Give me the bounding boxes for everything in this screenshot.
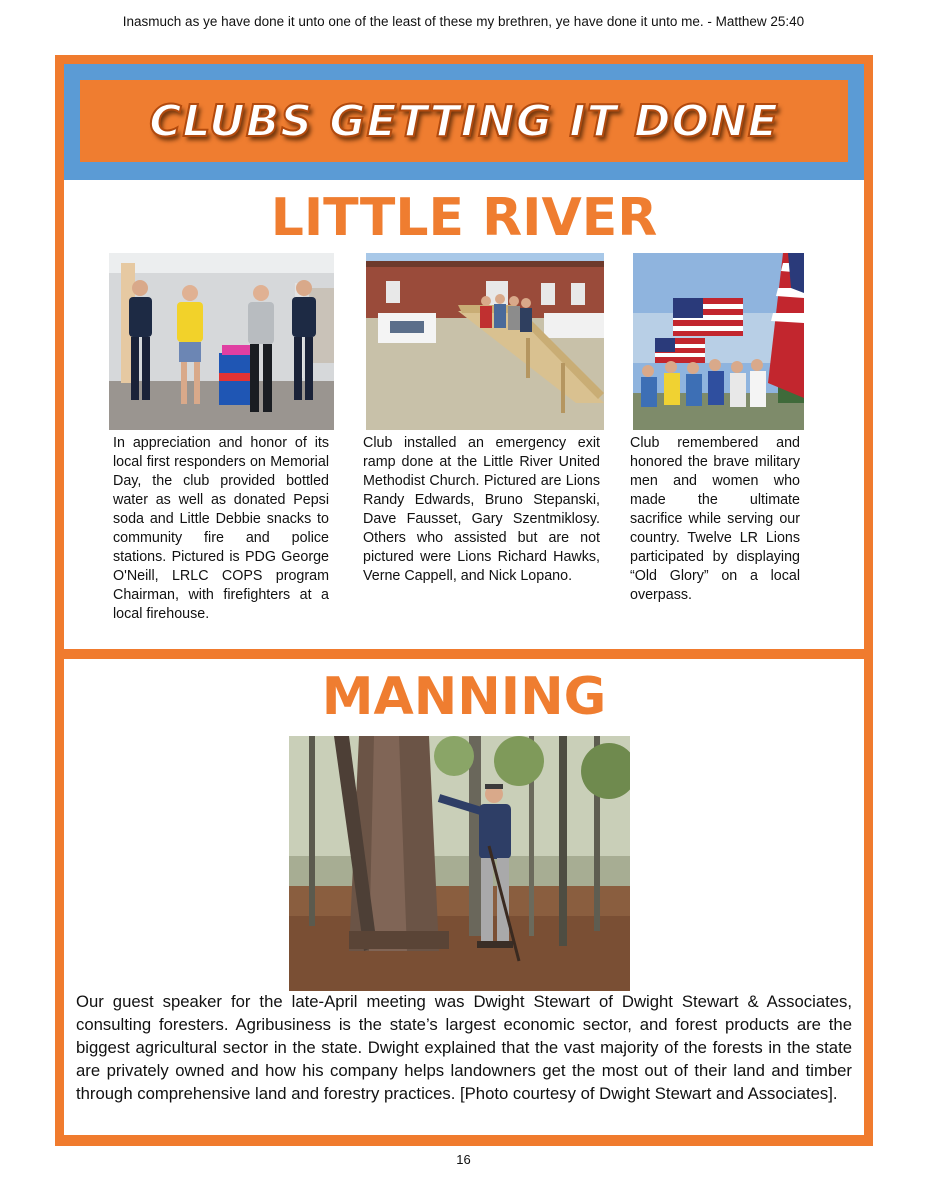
banner [64,64,864,180]
manning-body: Our guest speaker for the late-April meeting was Dwight Stewart of Dwight Stewart & Associates, consulting foresters. Agribusiness is the state’s largest economic sector, and forest products are the biggest agricultural sector in the state. Dwight explained that the vast majority of the forests in the state are privately owned and how his company helps landowners get the most out of their land and timber through comprehensive land and forestry practices. [Photo courtesy of Dwight Stewart and Associates]. [76,992,852,1103]
page-number: 16 [456,1152,471,1167]
caption-old-glory: Club remembered and honored the brave military men and women who made the ultimate sacrifice while serving our country. Twelve LR Lions participated by displaying “Old Glory” on a local overpass. [630,435,800,603]
manning-title: MANNING [321,667,607,727]
page-frame [55,55,873,1146]
banner-title: CLUBS GETTING IT DONE [149,95,779,147]
caption-first-responders: In appreciation and honor of its local first responders on Memorial Day, the club provided bottled water as well as donated Pepsi soda and Little Debbie snacks to community fire and police stations. Pictured is PDG George O'Neill, LRLC COPS program Chairman, with firefighters at a local firehouse. [113,435,329,622]
firefighters-photo [109,253,334,430]
flags-photo [633,253,804,430]
little-river-section [64,64,864,649]
header-quote: Inasmuch as ye have done it unto one of the least of these my brethren, ye have done it unto me. - Matthew 25:40 [122,14,805,29]
banner-inner [80,80,848,162]
caption-exit-ramp: Club installed an emergency exit ramp done at the Little River United Methodist Church. Pictured are Lions Randy Edwards, Bruno Stepanski, Dave Fausset, Gary Szentmiklosy. Others who assisted but are not pictured were Lions Richard Hawks, Verne Cappell, and Nick Lopano. [363,435,600,584]
forester-photo [289,736,630,991]
ramp-photo [366,253,604,430]
manning-section [64,659,864,1135]
little-river-title: LITTLE RIVER [270,188,658,248]
